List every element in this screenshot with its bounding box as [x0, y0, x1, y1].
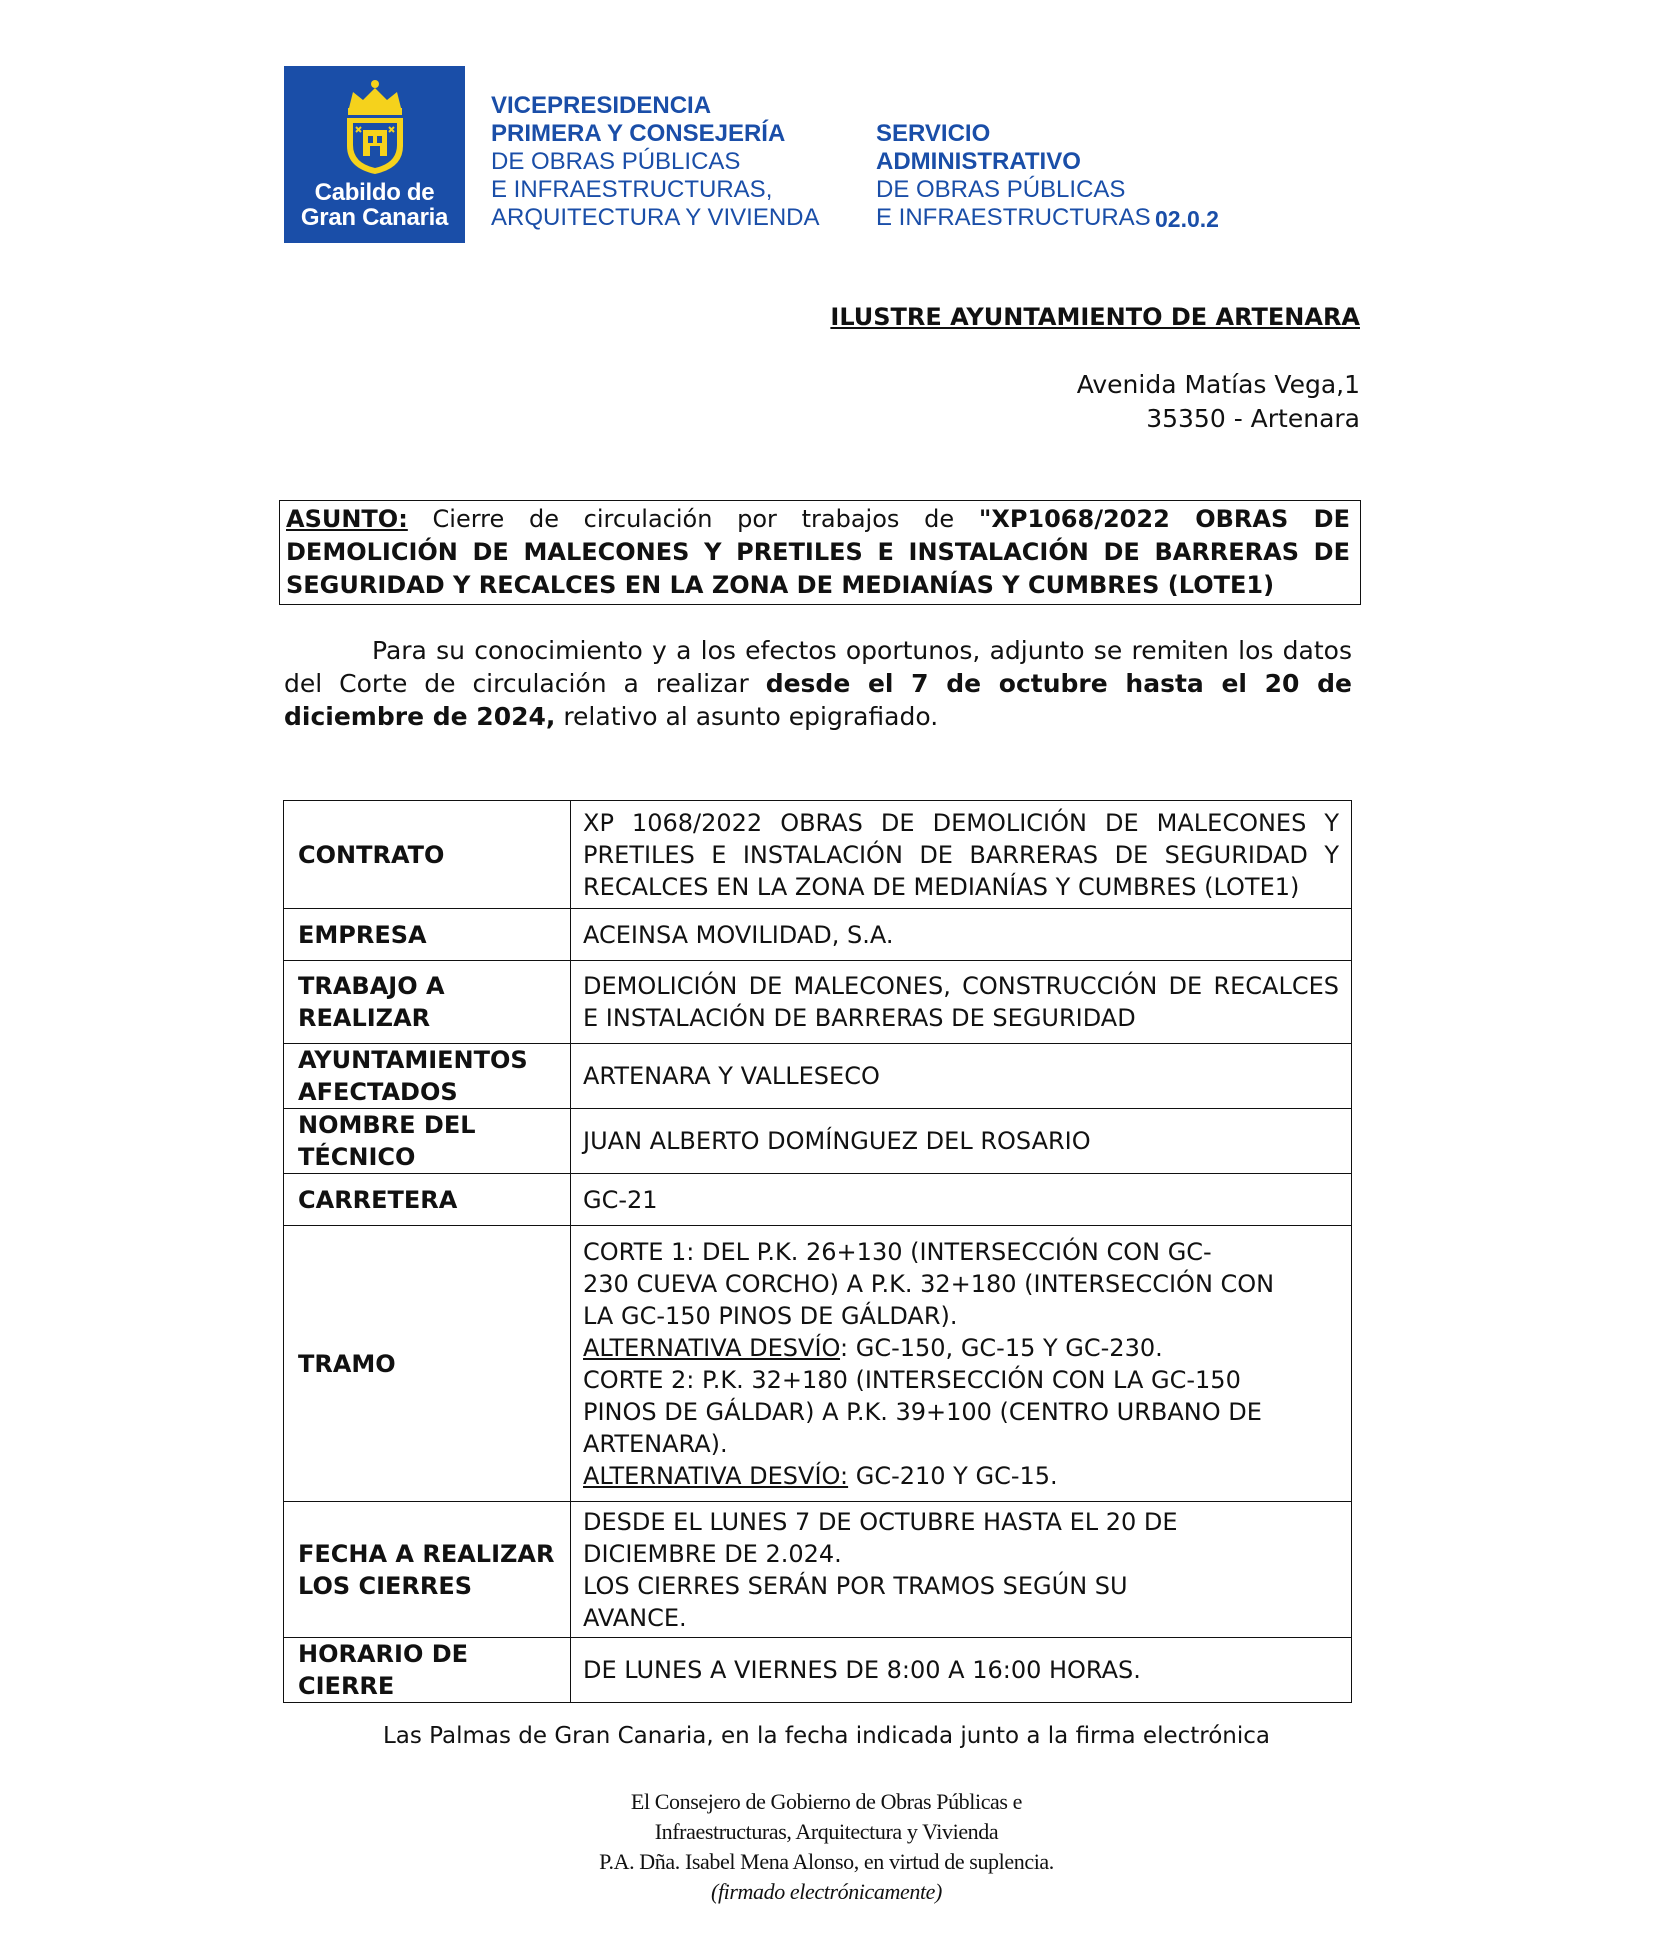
fecha-line: DICIEMBRE DE 2.024. [583, 1539, 842, 1568]
logo-line-2: Gran Canaria [300, 204, 449, 231]
tramo-line: PINOS DE GÁLDAR) A P.K. 39+100 (CENTRO URBANO DE [583, 1397, 1262, 1426]
detour-text: GC-210 Y GC-15. [848, 1461, 1058, 1490]
label-line: LOS CIERRES [298, 1571, 473, 1600]
intro-paragraph [284, 634, 1352, 733]
service-line: ADMINISTRATIVO [876, 148, 1081, 175]
address-line: 35350 - Artenara [1146, 404, 1360, 433]
label-line: AYUNTAMIENTOS [298, 1046, 528, 1074]
row-label [284, 961, 571, 1044]
subject-text: Cierre de circulación por trabajos de [407, 505, 979, 533]
tramo-line: LA GC-150 PINOS DE GÁLDAR). [583, 1301, 958, 1330]
table-row [284, 1502, 1352, 1638]
subject-title: "XP1068/2022 OBRAS DE DEMOLICIÓN DE MALECONES Y PRETILES E INSTALACIÓN DE BARRERAS DE SEGURIDAD Y RECALCES EN LA ZONA DE MEDIANÍAS Y CUMBRES (LOTE1) [286, 505, 1350, 599]
row-value: DE LUNES A VIERNES DE 8:00 A 16:00 HORAS. [571, 1638, 1352, 1703]
row-label: CONTRATO [284, 801, 571, 909]
row-label [284, 1044, 571, 1109]
row-label [284, 1502, 571, 1638]
row-label: TRAMO [284, 1226, 571, 1502]
table-row [284, 1638, 1352, 1703]
label-line: TRABAJO A [298, 972, 445, 1000]
row-value: ACEINSA MOVILIDAD, S.A. [571, 909, 1352, 961]
department-line: DE OBRAS PÚBLICAS [491, 148, 741, 175]
detour-label: ALTERNATIVA DESVÍO: [583, 1461, 849, 1490]
signature-line: Infraestructuras, Arquitectura y Vivienda [654, 1819, 999, 1844]
logo-line-1: Cabildo de [314, 179, 435, 206]
signature-block [0, 1787, 1653, 1907]
table-row [284, 1174, 1352, 1226]
tramo-line: ARTENARA). [583, 1429, 728, 1458]
table-row [284, 1226, 1352, 1502]
recipient-name: ILUSTRE AYUNTAMIENTO DE ARTENARA [830, 303, 1360, 331]
department-header [491, 92, 820, 232]
department-line: VICEPRESIDENCIA [491, 92, 712, 119]
recipient-address [1077, 368, 1360, 436]
service-header [876, 120, 1151, 232]
row-label: CARRETERA [284, 1174, 571, 1226]
intro-text: Para su conocimiento y a los efectos oportunos, adjunto se remiten los datos del Corte de circulación a realizar [284, 636, 1352, 698]
table-row [284, 801, 1352, 909]
detour-label: ALTERNATIVA DESVÍO [583, 1333, 841, 1362]
signature-line: El Consejero de Gobierno de Obras Públicas e [630, 1789, 1023, 1814]
table-row [284, 961, 1352, 1044]
service-line: E INFRAESTRUCTURAS [876, 204, 1151, 231]
subject-box [279, 500, 1361, 605]
row-value [571, 1502, 1352, 1638]
department-line: ARQUITECTURA Y VIVIENDA [491, 204, 820, 231]
label-line: AFECTADOS [298, 1078, 458, 1106]
label-line: HORARIO DE [298, 1640, 469, 1668]
label-line: NOMBRE DEL [298, 1111, 476, 1139]
label-line: CIERRE [298, 1672, 395, 1700]
detour-text: : GC-150, GC-15 Y GC-230. [840, 1333, 1163, 1362]
fecha-line: DESDE EL LUNES 7 DE OCTUBRE HASTA EL 20 DE [583, 1507, 1178, 1536]
row-value: XP 1068/2022 OBRAS DE DEMOLICIÓN DE MALECONES Y PRETILES E INSTALACIÓN DE BARRERAS DE SEGURIDAD Y RECALCES EN LA ZONA DE MEDIANÍAS Y CUMBRES (LOTE1) [571, 801, 1352, 909]
row-label: EMPRESA [284, 909, 571, 961]
closure-details-table [283, 800, 1352, 1703]
service-line: SERVICIO [876, 120, 991, 147]
tramo-line: CORTE 2: P.K. 32+180 (INTERSECCIÓN CON LA GC-150 [583, 1365, 1241, 1394]
row-value: DEMOLICIÓN DE MALECONES, CONSTRUCCIÓN DE RECALCES E INSTALACIÓN DE BARRERAS DE SEGURIDAD [571, 961, 1352, 1044]
tramo-line: CORTE 1: DEL P.K. 26+130 (INTERSECCIÓN CON GC- [583, 1237, 1212, 1266]
row-value: ARTENARA Y VALLESECO [571, 1044, 1352, 1109]
intro-text-end: relativo al asunto epigrafiado. [555, 702, 939, 731]
table-row [284, 1044, 1352, 1109]
row-label [284, 1109, 571, 1174]
service-line: DE OBRAS PÚBLICAS [876, 176, 1126, 203]
department-line: PRIMERA Y CONSEJERÍA [491, 120, 786, 147]
row-label [284, 1638, 571, 1703]
label-line: REALIZAR [298, 1004, 431, 1032]
fecha-line: AVANCE. [583, 1603, 687, 1632]
coat-of-arms-icon [339, 78, 411, 176]
row-value [571, 1226, 1352, 1502]
row-value: GC-21 [571, 1174, 1352, 1226]
table-row [284, 1109, 1352, 1174]
tramo-line [583, 1332, 1339, 1364]
service-code: 02.0.2 [1155, 206, 1219, 232]
subject-label: ASUNTO: [286, 505, 408, 533]
department-line: E INFRAESTRUCTURAS, [491, 176, 773, 203]
label-line: TÉCNICO [298, 1143, 416, 1171]
signature-note: (firmado electrónicamente) [711, 1879, 942, 1904]
fecha-line: LOS CIERRES SERÁN POR TRAMOS SEGÚN SU [583, 1571, 1128, 1600]
cabildo-logo [284, 66, 465, 243]
tramo-line [583, 1460, 1339, 1492]
place-date-line: Las Palmas de Gran Canaria, en la fecha indicada junto a la firma electrónica [382, 1723, 1271, 1749]
table-row [284, 909, 1352, 961]
address-line: Avenida Matías Vega,1 [1076, 370, 1360, 399]
signature-line: P.A. Dña. Isabel Mena Alonso, en virtud de suplencia. [599, 1849, 1054, 1874]
tramo-line: 230 CUEVA CORCHO) A P.K. 32+180 (INTERSECCIÓN CON [583, 1269, 1275, 1298]
label-line: FECHA A REALIZAR [298, 1539, 555, 1568]
intro-dates: desde el 7 de octubre hasta el 20 de diciembre de 2024, [284, 669, 1352, 731]
row-value: JUAN ALBERTO DOMÍNGUEZ DEL ROSARIO [571, 1109, 1352, 1174]
